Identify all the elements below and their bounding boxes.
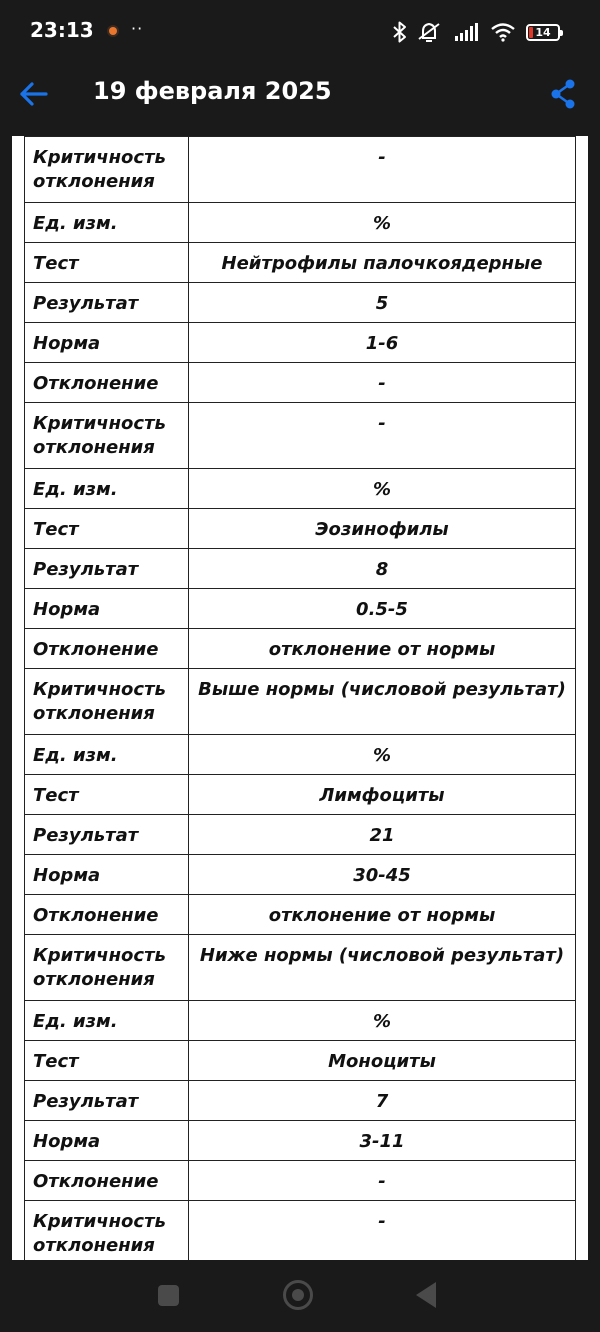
row-value: - — [189, 1201, 576, 1261]
share-icon[interactable] — [548, 78, 578, 110]
status-icons — [392, 20, 560, 44]
row-label: Отклонение — [25, 1161, 189, 1201]
row-value: - — [189, 137, 576, 203]
table-row — [25, 629, 576, 669]
table-row — [25, 1081, 576, 1121]
table-row — [25, 203, 576, 243]
table-row — [25, 1041, 576, 1081]
battery-icon — [526, 24, 560, 41]
table-row — [25, 589, 576, 629]
row-label: Тест — [25, 243, 189, 283]
table-row — [25, 323, 576, 363]
table-row — [25, 1121, 576, 1161]
row-value: Выше нормы (числовой результат) — [189, 669, 576, 735]
row-label: Результат — [25, 283, 189, 323]
status-bar — [0, 0, 600, 64]
table-row — [25, 855, 576, 895]
recent-apps-icon[interactable] — [158, 1285, 179, 1306]
table-row — [25, 283, 576, 323]
table-row — [25, 669, 576, 735]
row-value: - — [189, 1161, 576, 1201]
row-label: Критичность отклонения — [25, 137, 189, 203]
row-label: Отклонение — [25, 629, 189, 669]
row-label: Тест — [25, 1041, 189, 1081]
row-label: Норма — [25, 855, 189, 895]
row-value: 0.5-5 — [189, 589, 576, 629]
row-value: % — [189, 203, 576, 243]
table-row — [25, 935, 576, 1001]
bluetooth-icon — [392, 21, 408, 43]
page-title: 19 февраля 2025 — [93, 77, 332, 105]
row-value: % — [189, 1001, 576, 1041]
row-value: 30-45 — [189, 855, 576, 895]
row-value: % — [189, 469, 576, 509]
row-value: 5 — [189, 283, 576, 323]
row-value: Ниже нормы (числовой результат) — [189, 935, 576, 1001]
row-label: Отклонение — [25, 363, 189, 403]
table-row — [25, 509, 576, 549]
battery-level: 14 — [535, 25, 551, 39]
wifi-icon — [490, 22, 516, 42]
app-bar — [0, 64, 600, 136]
row-label: Отклонение — [25, 895, 189, 935]
home-icon[interactable] — [283, 1280, 313, 1310]
row-value: Эозинофилы — [189, 509, 576, 549]
row-value: отклонение от нормы — [189, 895, 576, 935]
row-value: 7 — [189, 1081, 576, 1121]
row-value: 1-6 — [189, 323, 576, 363]
row-label: Результат — [25, 549, 189, 589]
row-label: Ед. изм. — [25, 1001, 189, 1041]
table-row — [25, 735, 576, 775]
row-label: Ед. изм. — [25, 203, 189, 243]
row-value: - — [189, 403, 576, 469]
signal-icon — [454, 22, 480, 42]
table-row — [25, 775, 576, 815]
notification-dot-icon — [109, 27, 117, 35]
row-value: Лимфоциты — [189, 775, 576, 815]
row-label: Критичность отклонения — [25, 1201, 189, 1261]
table-row — [25, 1201, 576, 1261]
row-label: Критичность отклонения — [25, 669, 189, 735]
row-value: 3-11 — [189, 1121, 576, 1161]
table-row — [25, 549, 576, 589]
row-value: Моноциты — [189, 1041, 576, 1081]
status-time: 23:13 — [30, 18, 94, 42]
table-row — [25, 403, 576, 469]
row-value: - — [189, 363, 576, 403]
row-value: отклонение от нормы — [189, 629, 576, 669]
table-row — [25, 243, 576, 283]
table-row — [25, 815, 576, 855]
row-value: 8 — [189, 549, 576, 589]
row-label: Норма — [25, 1121, 189, 1161]
row-value: % — [189, 735, 576, 775]
row-value: Нейтрофилы палочкоядерные — [189, 243, 576, 283]
row-label: Критичность отклонения — [25, 403, 189, 469]
more-notifications-icon: ·· — [131, 19, 144, 38]
table-row — [25, 469, 576, 509]
row-label: Ед. изм. — [25, 469, 189, 509]
row-label: Тест — [25, 509, 189, 549]
row-label: Норма — [25, 323, 189, 363]
results-content[interactable] — [12, 136, 588, 1260]
row-label: Критичность отклонения — [25, 935, 189, 1001]
table-row — [25, 895, 576, 935]
row-label: Норма — [25, 589, 189, 629]
table-row — [25, 137, 576, 203]
row-label: Результат — [25, 815, 189, 855]
table-row — [25, 363, 576, 403]
navigation-bar — [0, 1260, 600, 1332]
results-table — [24, 136, 576, 1260]
muted-icon — [418, 21, 444, 43]
row-value: 21 — [189, 815, 576, 855]
row-label: Тест — [25, 775, 189, 815]
row-label: Результат — [25, 1081, 189, 1121]
table-row — [25, 1001, 576, 1041]
table-row — [25, 1161, 576, 1201]
back-arrow-icon[interactable] — [18, 78, 50, 110]
row-label: Ед. изм. — [25, 735, 189, 775]
back-icon[interactable] — [416, 1282, 436, 1308]
